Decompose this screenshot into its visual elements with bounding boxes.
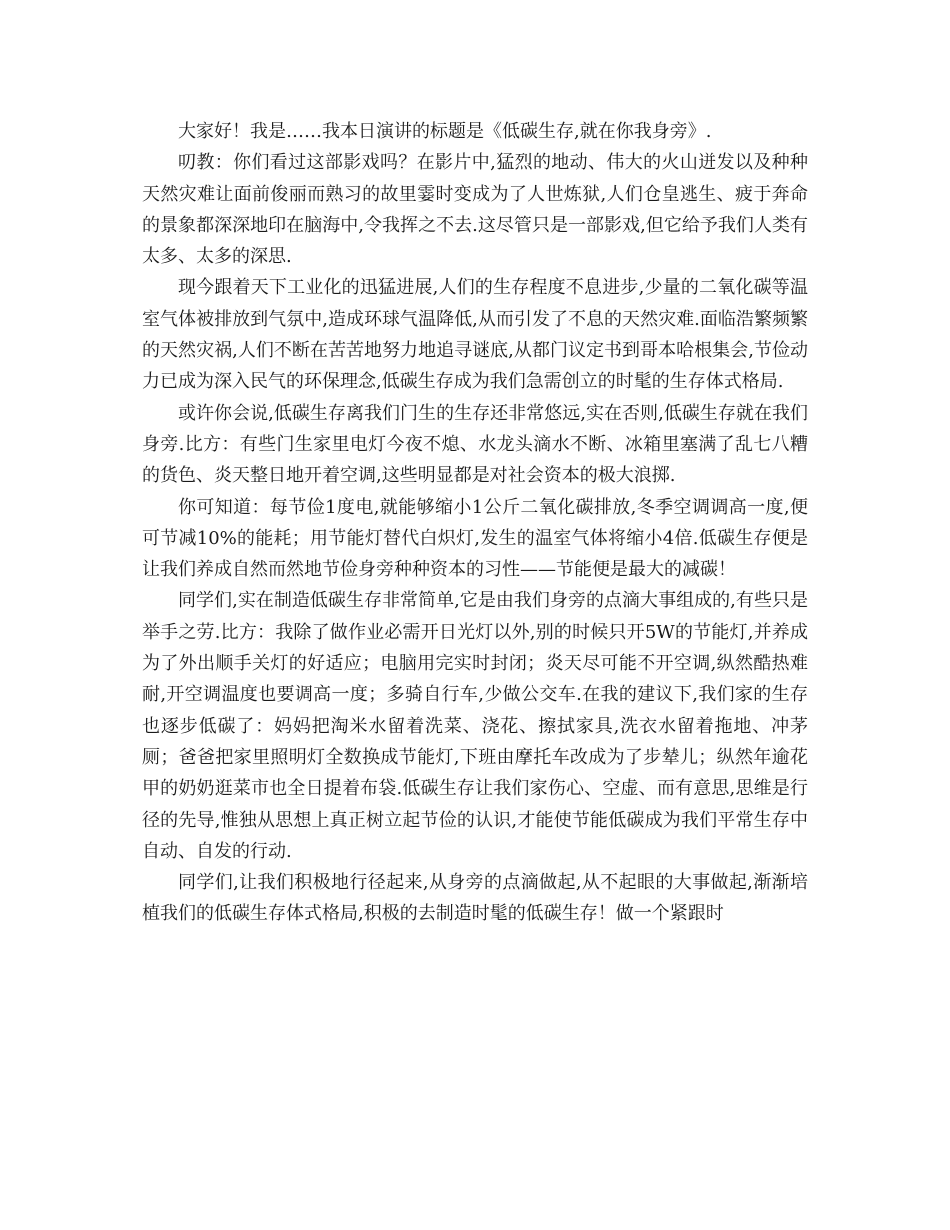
paragraph-daily-actions: 同学们,实在制造低碳生存非常简单,它是由我们身旁的点滴大事组成的,有些只是举手之劳.比方：我除了做作业必需开日光灯以外,别的时候只开5W的节能灯,并养成为了外出顺手关灯的好适应；电脑用完实时封闭；炎天尽可能不开空调,纵然酷热难耐,开空调温度也要调高一度；多骑自行车,少做公交车.在我的建议下,我们家的生存也逐步低碳了：妈妈把淘米水留着洗菜、浇花、擦拭家具,洗衣水留着拖地、冲茅厕；爸爸把家里照明灯全数换成节能灯,下班由摩托车改成为了步辇儿；纵然年逾花甲的奶奶逛菜市也全日提着布袋.低碳生存让我们家伤心、空虚、而有意思,思维是行径的先导,惟独从思想上真正树立起节俭的认识,才能使节能低碳成为我们平常生存中自动、自发的行动.	[142, 590, 808, 862]
paragraph-industrialization: 现今跟着天下工业化的迅猛进展,人们的生存程度不息进步,少量的二氧化碳等温室气体被排放到气氛中,造成环球气温降低,从而引发了不息的天然灾难.面临浩繁频繁的天然灾祸,人们不断在苦苦地努力地追寻谜底,从都门议定书到哥本哈根集会,节俭动力已成为深入民气的环保理念,低碳生存成为我们急需创立的时髦的生存体式格局.	[142, 277, 808, 393]
paragraph-student-life: 或许你会说,低碳生存离我们门生的生存还非常悠远,实在否则,低碳生存就在我们身旁.比方：有些门生家里电灯今夜不熄、水龙头滴水不断、冰箱里塞满了乱七八糟的货色、炎天整日地开着空调,这些明显都是对社会资本的极大浪掷.	[142, 402, 808, 487]
paragraph-greeting: 大家好！我是……我本日演讲的标题是《低碳生存,就在你我身旁》.	[178, 121, 712, 142]
paragraph-energy-facts: 你可知道：每节俭1度电,就能够缩小1公斤二氧化碳排放,冬季空调调高一度,便可节减10%的能耗；用节能灯替代白炽灯,发生的温室气体将缩小4倍.低碳生存便是让我们养成自然而然地节俭身旁种种资本的习性——节能便是最大的减碳！	[142, 496, 808, 581]
paragraph-movie-question: 叨教：你们看过这部影戏吗？在影片中,猛烈的地动、伟大的火山迸发以及种种天然灾难让面前俊丽而熟习的故里霎时变成为了人世炼狱,人们仓皇逃生、疲于奔命的景象都深深地印在脑海中,令我挥之不去.这尽管只是一部影戏,但它给予我们人类有太多、太多的深思.	[142, 152, 808, 268]
document-body	[142, 116, 808, 930]
paragraph-call-to-action: 同学们,让我们积极地行径起来,从身旁的点滴做起,从不起眼的大事做起,渐渐培植我们的低碳生存体式格局,积极的去制造时髦的低碳生存！做一个紧跟时	[142, 872, 808, 925]
